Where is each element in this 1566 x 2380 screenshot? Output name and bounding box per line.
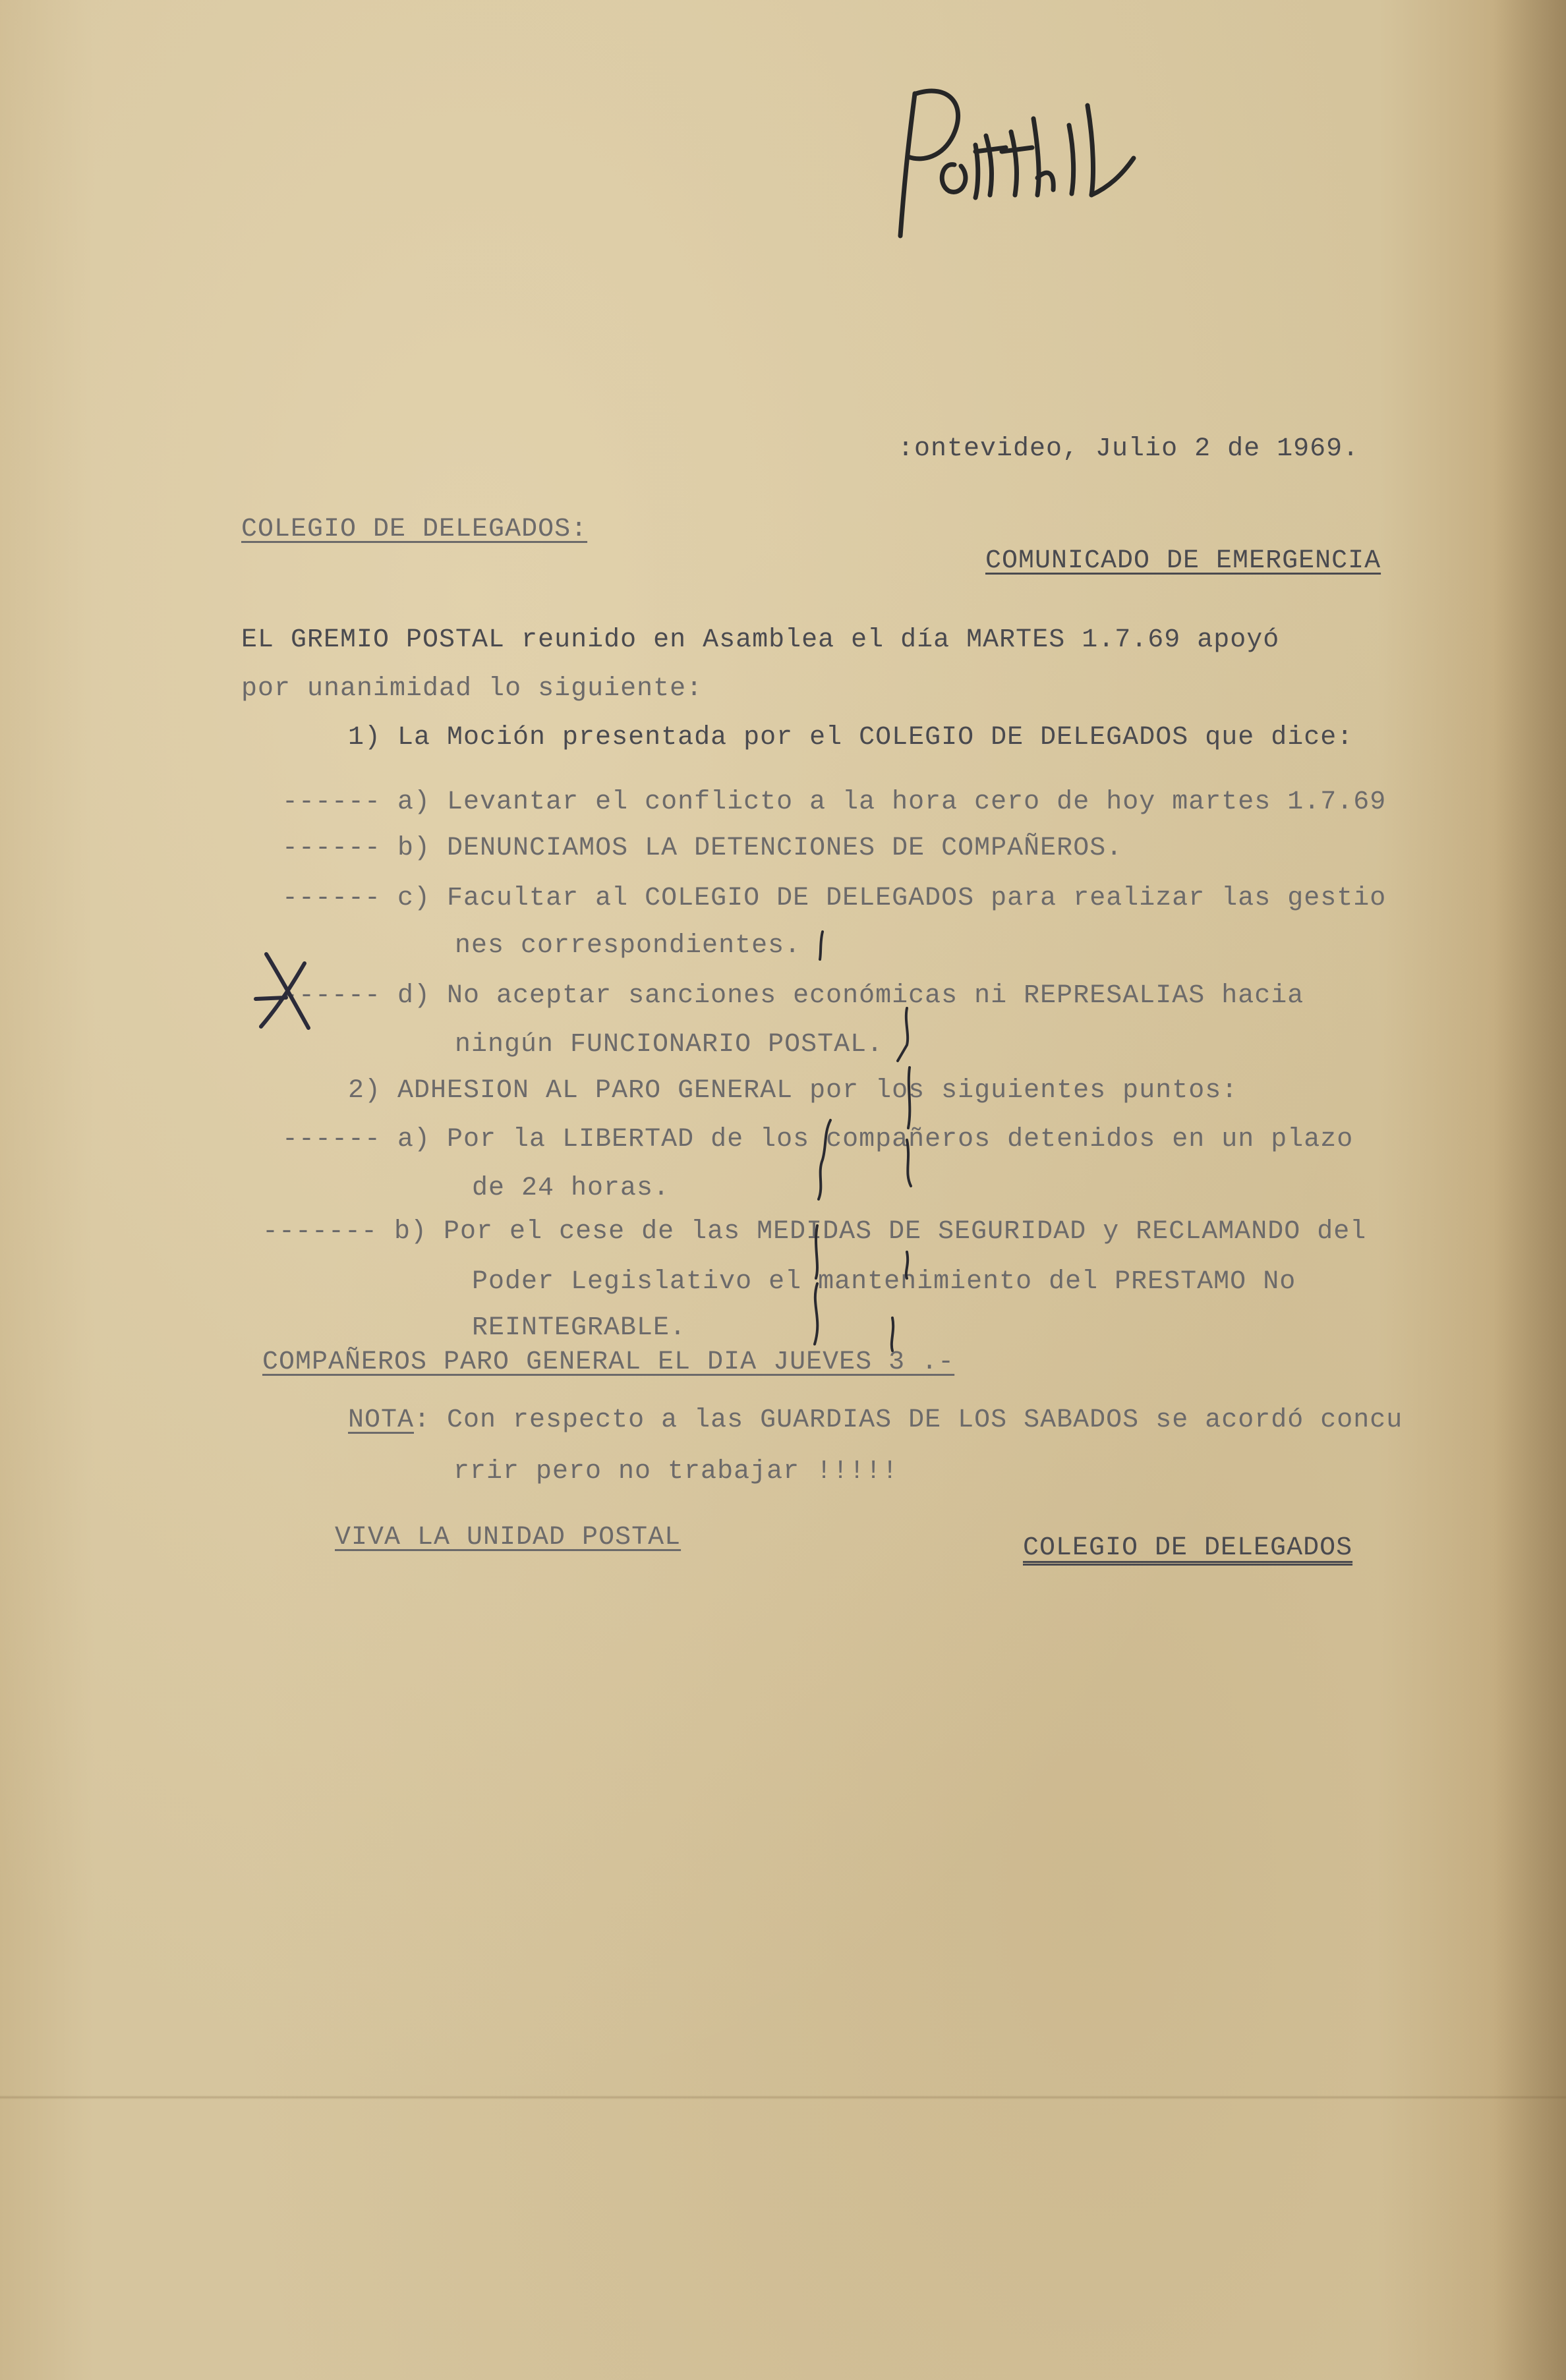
- document-date: :ontevideo, Julio 2 de 1969.: [898, 434, 1360, 464]
- item-1-d-line-2: ningún FUNCIONARIO POSTAL.: [455, 1030, 884, 1060]
- item-1: 1) La Moción presentada por el COLEGIO DE DELEGADOS que dice:: [348, 723, 1354, 752]
- item-2-b-line-3: REINTEGRABLE.: [472, 1313, 687, 1343]
- handwritten-signature: [877, 79, 1180, 250]
- footer-colegio: COLEGIO DE DELEGADOS: [1023, 1533, 1353, 1563]
- intro-line-2: por unanimidad lo siguiente:: [241, 674, 703, 704]
- header-left-title: COLEGIO DE DELEGADOS:: [241, 515, 588, 544]
- item-1-a: ------ a) Levantar el conflicto a la hora cero de hoy martes 1.7.69: [282, 787, 1387, 817]
- item-1-c-line-2: nes correspondientes.: [455, 931, 801, 961]
- paper-fold: [0, 2095, 1566, 2099]
- handwritten-x-mark: [254, 949, 320, 1034]
- nota-text: : Con respecto a las GUARDIAS DE LOS SABADOS se acordó concu: [414, 1405, 1403, 1435]
- item-2-a-line-2: de 24 horas.: [472, 1174, 670, 1203]
- intro-line-1: EL GREMIO POSTAL reunido en Asamblea el día MARTES 1.7.69 apoyó: [241, 625, 1280, 655]
- handwritten-pen-marks: [791, 922, 936, 1384]
- page-edge-shadow: [1494, 0, 1566, 2380]
- item-2: 2) ADHESION AL PARO GENERAL por los siguientes puntos:: [348, 1076, 1238, 1106]
- nota-line-2: rrir pero no trabajar !!!!!: [453, 1457, 899, 1487]
- item-2-b-line-2: Poder Legislativo el mantenimiento del PRESTAMO No: [472, 1267, 1296, 1297]
- header-right-title: COMUNICADO DE EMERGENCIA: [985, 546, 1381, 576]
- footer-viva: VIVA LA UNIDAD POSTAL: [335, 1523, 682, 1552]
- item-1-b: ------ b) DENUNCIAMOS LA DETENCIONES DE COMPAÑEROS.: [282, 834, 1123, 863]
- item-1-d-line-1: ------ d) No aceptar sanciones económicas ni REPRESALIAS hacia: [282, 981, 1304, 1011]
- nota-label: NOTA: [348, 1405, 415, 1435]
- item-2-b-line-1: ------- b) Por el cese de las MEDIDAS DE SEGURIDAD y RECLAMANDO del: [262, 1217, 1367, 1247]
- nota-line-1: [348, 1405, 1403, 1436]
- paro-general-line: COMPAÑEROS PARO GENERAL EL DIA JUEVES 3 .-: [262, 1347, 955, 1377]
- item-2-a-line-1: ------ a) Por la LIBERTAD de los compañeros detenidos en un plazo: [282, 1125, 1354, 1154]
- item-1-c-line-1: ------ c) Facultar al COLEGIO DE DELEGADOS para realizar las gestio: [282, 884, 1387, 913]
